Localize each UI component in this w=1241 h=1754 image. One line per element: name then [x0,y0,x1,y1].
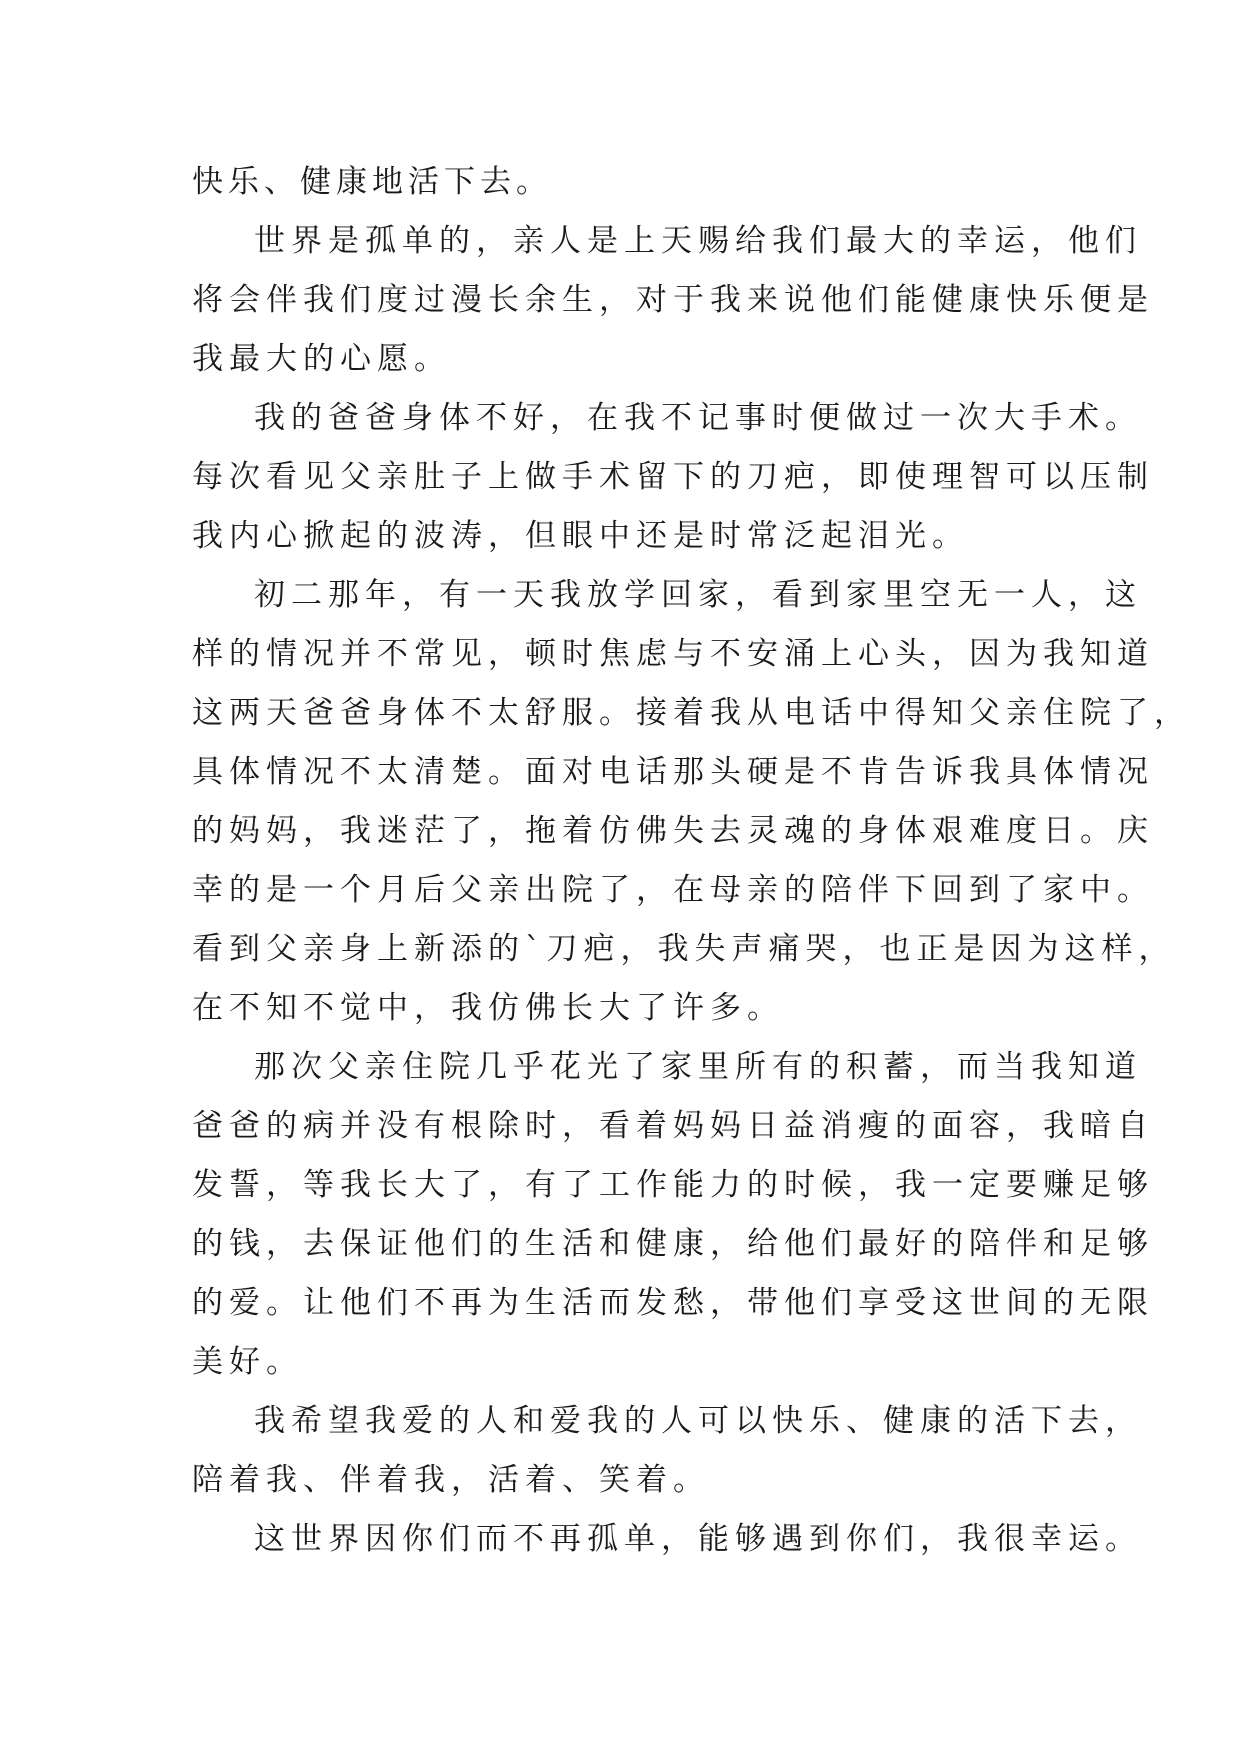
text-line: 我内心掀起的波涛，但眼中还是时常泛起泪光。 [192,518,969,554]
text-line: 样的情况并不常见，顿时焦虑与不安涌上心头，因为我知道 [192,636,1154,672]
text-line: 发誓，等我长大了，有了工作能力的时候，我一定要赚足够 [192,1167,1154,1203]
text-line: 这两天爸爸身体不太舒服。接着我从电话中得知父亲住院了， [192,695,1191,731]
text-line: 这世界因你们而不再孤单，能够遇到你们，我很幸运。 [254,1521,1142,1557]
text-line: 看到父亲身上新添的`刀疤，我失声痛哭，也正是因为这样， [192,931,1176,967]
text-line: 的爱。让他们不再为生活而发愁，带他们享受这世间的无限 [192,1285,1154,1321]
text-line: 快乐、健康地活下去。 [192,164,552,200]
text-line: 的钱，去保证他们的生活和健康，给他们最好的陪伴和足够 [192,1226,1154,1262]
text-line: 幸的是一个月后父亲出院了，在母亲的陪伴下回到了家中。 [192,872,1154,908]
text-line: 的妈妈，我迷茫了，拖着仿佛失去灵魂的身体艰难度日。庆 [192,813,1154,849]
text-line: 那次父亲住院几乎花光了家里所有的积蓄，而当我知道 [254,1049,1142,1085]
document-body [192,153,1191,1569]
text-line: 陪着我、伴着我，活着、笑着。 [192,1462,710,1498]
text-line: 世界是孤单的，亲人是上天赐给我们最大的幸运，他们 [254,223,1142,259]
text-line: 爸爸的病并没有根除时，看着妈妈日益消瘦的面容，我暗自 [192,1108,1154,1144]
text-line: 具体情况不太清楚。面对电话那头硬是不肯告诉我具体情况 [192,754,1154,790]
text-line: 我最大的心愿。 [192,341,451,377]
text-line: 将会伴我们度过漫长余生，对于我来说他们能健康快乐便是 [192,282,1154,318]
text-line: 初二那年，有一天我放学回家，看到家里空无一人，这 [254,577,1142,613]
text-line: 美好。 [192,1344,303,1380]
text-line: 每次看见父亲肚子上做手术留下的刀疤，即使理智可以压制 [192,459,1154,495]
text-line: 在不知不觉中，我仿佛长大了许多。 [192,990,784,1026]
text-line: 我希望我爱的人和爱我的人可以快乐、健康的活下去， [254,1403,1142,1439]
text-line: 我的爸爸身体不好，在我不记事时便做过一次大手术。 [254,400,1142,436]
